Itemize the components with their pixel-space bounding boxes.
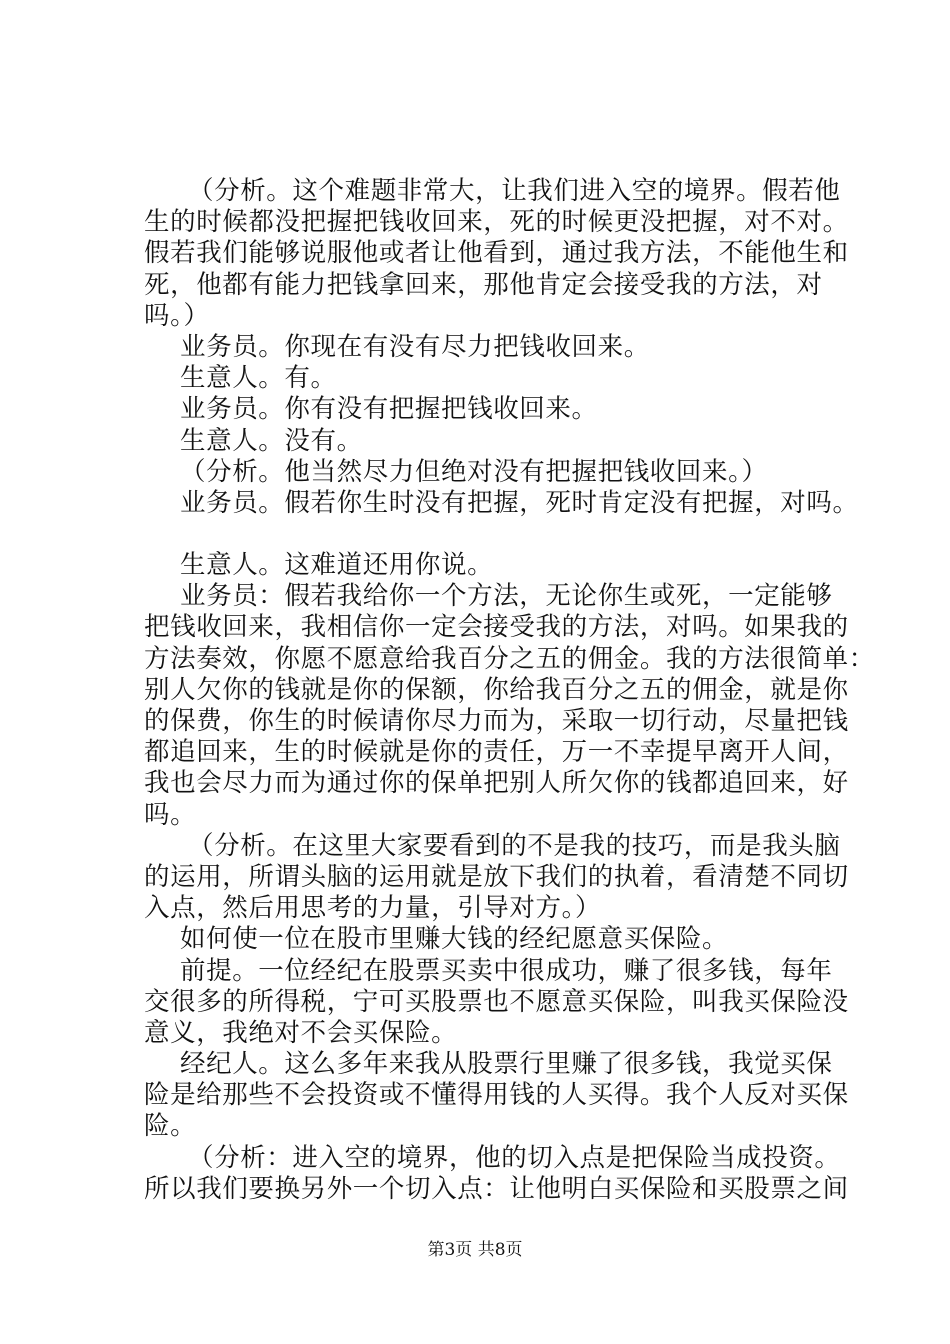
- analysis-line: （分析：进入空的境界，他的切入点是把保险当成投资。: [188, 1142, 841, 1173]
- paragraph-line: 我也会尽力而为通过你的保单把别人所欠你的钱都追回来，好: [144, 768, 849, 799]
- document-body: [144, 176, 875, 1205]
- analysis-line: 的运用，所谓头脑的运用就是放下我们的执着，看清楚不同切: [144, 861, 849, 892]
- section-heading: 如何使一位在股市里赚大钱的经纪愿意买保险。: [180, 924, 729, 955]
- dialogue-line: 生意人。这难道还用你说。: [180, 550, 494, 581]
- paragraph-line: （分析。这个难题非常大，让我们进入空的境界。假若他: [188, 176, 841, 206]
- dialogue-line: 险。: [144, 1111, 197, 1142]
- paragraph-line: 都追回来，生的时候就是你的责任，万一不幸提早离开人间，: [144, 737, 849, 768]
- paragraph-gap: [144, 519, 844, 550]
- dialogue-line: 经纪人。这么多年来我从股票行里赚了很多钱，我觉买保: [180, 1049, 833, 1080]
- dialogue-line: 生意人。有。: [180, 363, 337, 394]
- paragraph-line: 把钱收回来，我相信你一定会接受我的方法，对吗。如果我的: [144, 612, 849, 643]
- dialogue-line: 业务员。你有没有把握把钱收回来。: [180, 394, 598, 425]
- analysis-line: 入点，然后用思考的力量，引导对方。）: [144, 893, 602, 924]
- paragraph-line: 死，他都有能力把钱拿回来，那他肯定会接受我的方法，对: [144, 269, 823, 300]
- paragraph-line: 方法奏效，你愿不愿意给我百分之五的佣金。我的方法很简单：: [144, 643, 875, 674]
- page-footer: 第3页 共8页: [427, 1240, 523, 1260]
- paragraph-line: 假若我们能够说服他或者让他看到，通过我方法，不能他生和: [144, 238, 849, 269]
- paragraph-line: 意义，我绝对不会买保险。: [144, 1017, 458, 1048]
- paragraph-line: 前提。一位经纪在股票买卖中很成功，赚了很多钱，每年: [180, 955, 833, 986]
- paragraph-line: 的保费，你生的时候请你尽力而为，采取一切行动，尽量把钱: [144, 706, 849, 736]
- dialogue-line: 业务员。你现在有没有尽力把钱收回来。: [180, 331, 650, 362]
- analysis-line: （分析。在这里大家要看到的不是我的技巧，而是我头脑: [188, 830, 841, 861]
- analysis-line: （分析。他当然尽力但绝对没有把握把钱收回来。）: [180, 456, 768, 487]
- dialogue-line: 生意人。没有。: [180, 425, 363, 456]
- dialogue-line: 业务员。假若你生时没有把握，死时肯定没有把握，对吗。: [180, 487, 859, 518]
- paragraph-line: 吗。: [144, 799, 197, 830]
- dialogue-line: 险是给那些不会投资或不懂得用钱的人买得。我个人反对买保: [144, 1080, 849, 1111]
- paragraph-line: 别人欠你的钱就是你的保额，你给我百分之五的佣金，就是你: [144, 674, 849, 705]
- paragraph-line: 业务员：假若我给你一个方法，无论你生或死，一定能够: [180, 581, 833, 612]
- paragraph-line: 吗。）: [144, 300, 210, 331]
- analysis-line: 所以我们要换另外一个切入点：让他明白买保险和买股票之间: [144, 1173, 849, 1204]
- paragraph-line: 生的时候都没把握把钱收回来，死的时候更没把握，对不对。: [144, 207, 849, 238]
- paragraph-line: 交很多的所得税，宁可买股票也不愿意买保险，叫我买保险没: [144, 986, 849, 1017]
